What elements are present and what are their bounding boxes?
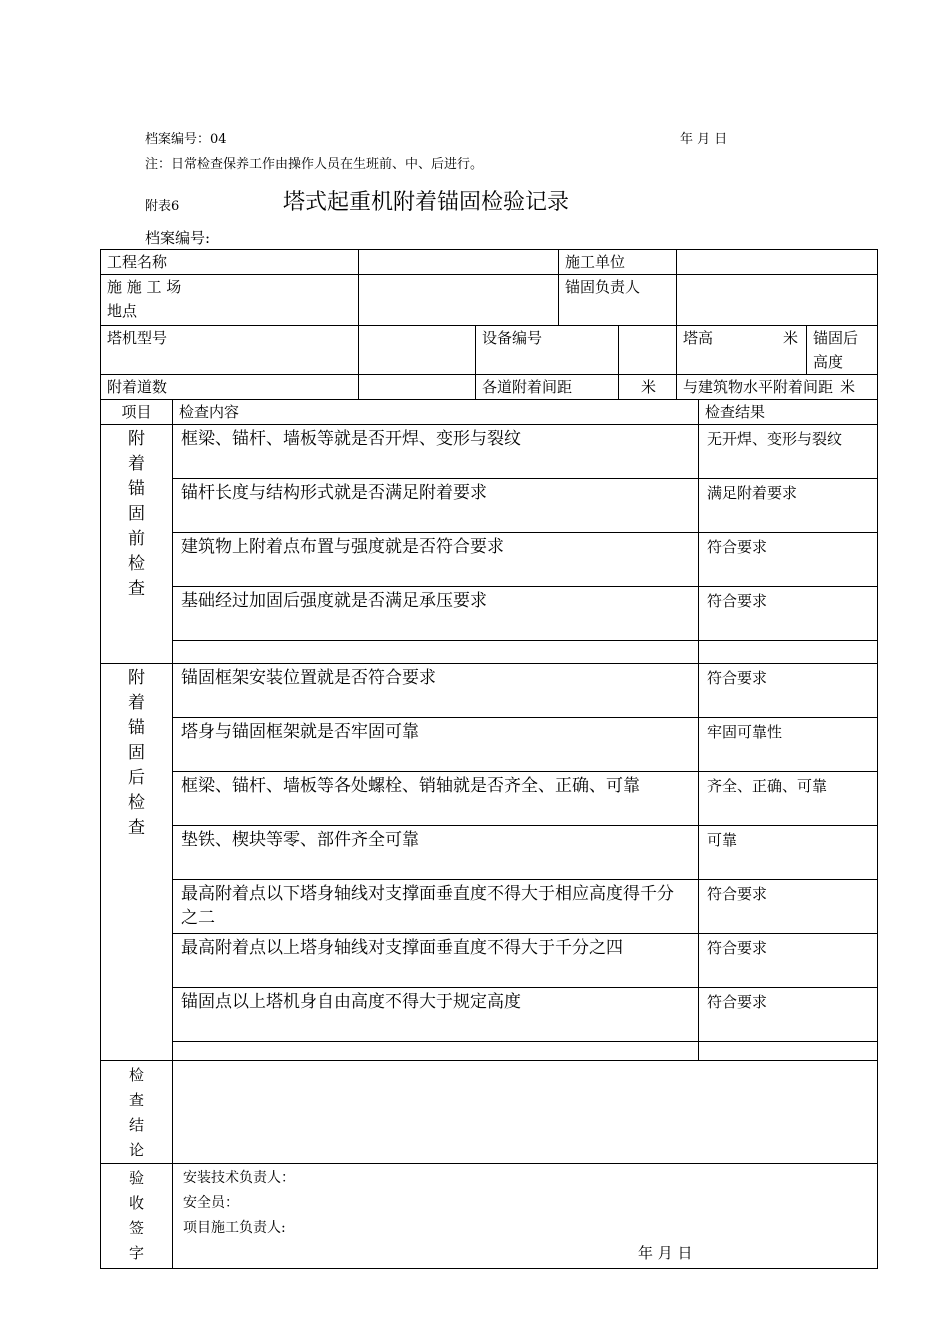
- equipment-number-label: 设备编号: [476, 326, 619, 375]
- signoff-label: [101, 1164, 173, 1269]
- site-location-label-line1: 施 施 工 场: [107, 278, 182, 296]
- label-char: 查: [128, 579, 145, 599]
- row-crane: [101, 326, 878, 375]
- check-result[interactable]: 符合要求: [699, 988, 878, 1042]
- check-content: 最高附着点以下塔身轴线对支撑面垂直度不得大于相应高度得千分之二: [173, 880, 699, 934]
- site-location-value[interactable]: [359, 275, 559, 326]
- archive-number-top: 档案编号：04: [145, 132, 227, 147]
- tower-height-label: 塔高: [683, 329, 714, 347]
- anchor-leader-label: 锚固负责人: [559, 275, 677, 326]
- table-row: [101, 664, 878, 718]
- check-result[interactable]: 符合要求: [699, 533, 878, 587]
- signoff-row: [101, 1164, 878, 1269]
- attach-count-label: 附着道数: [101, 375, 359, 400]
- table-row: [101, 533, 878, 587]
- attach-spacing-unit[interactable]: 米: [619, 375, 677, 400]
- content-header: 检查内容: [173, 400, 699, 425]
- table-row: [101, 772, 878, 826]
- row-project: [101, 250, 878, 275]
- check-result-empty[interactable]: [699, 641, 878, 664]
- archive-number: 档案编号:: [145, 229, 211, 247]
- check-result[interactable]: 符合要求: [699, 934, 878, 988]
- check-result[interactable]: 牢固可靠性: [699, 718, 878, 772]
- check-result[interactable]: 符合要求: [699, 880, 878, 934]
- check-content: 锚固点以上塔机身自由高度不得大于规定高度: [173, 988, 699, 1042]
- label-char: 收: [128, 1194, 144, 1212]
- label-char: 查: [128, 1091, 144, 1109]
- date-top: 年 月 日: [680, 132, 728, 147]
- table-row: [101, 718, 878, 772]
- check-content: 垫铁、楔块等零、部件齐全可靠: [173, 826, 699, 880]
- label-char: 论: [128, 1141, 144, 1159]
- table-row: [101, 988, 878, 1042]
- height-after-anchor-label: 锚固后高度: [807, 326, 878, 375]
- horizontal-distance-unit: 米: [840, 378, 856, 396]
- horizontal-distance-cell[interactable]: [677, 375, 878, 400]
- label-char: 附: [128, 668, 145, 688]
- signoff-date: 年 月 日: [638, 1244, 693, 1262]
- label-char: 后: [128, 768, 145, 788]
- label-char: 验: [128, 1169, 144, 1187]
- label-char: 检: [128, 793, 145, 813]
- check-content: 框梁、锚杆、墙板等各处螺栓、销轴就是否齐全、正确、可靠: [173, 772, 699, 826]
- anchor-leader-value[interactable]: [677, 275, 878, 326]
- label-char: 结: [128, 1116, 144, 1134]
- conclusion-value[interactable]: [173, 1061, 878, 1164]
- signoff-area[interactable]: [173, 1164, 878, 1269]
- label-char: 附: [128, 429, 145, 449]
- check-content: 框梁、锚杆、墙板等就是否开焊、变形与裂纹: [173, 425, 699, 479]
- check-result[interactable]: 无开焊、变形与裂纹: [699, 425, 878, 479]
- check-result-empty[interactable]: [699, 1042, 878, 1061]
- conclusion-row: [101, 1061, 878, 1164]
- tech-leader-label: 安装技术负责人：: [183, 1170, 295, 1186]
- before-anchor-label: [101, 425, 173, 664]
- after-anchor-label: [101, 664, 173, 1061]
- table-row: [101, 479, 878, 533]
- label-char: 前: [128, 529, 145, 549]
- crane-model-label: 塔机型号: [101, 326, 359, 375]
- site-location-label-line2: 地点: [107, 302, 138, 320]
- construction-unit-label: 施工单位: [559, 250, 677, 275]
- site-location-label: [101, 275, 359, 326]
- equipment-number-value[interactable]: [619, 326, 677, 375]
- project-name-label: 工程名称: [101, 250, 359, 275]
- row-attachment: [101, 375, 878, 400]
- label-char: 签: [128, 1219, 144, 1237]
- inspection-form-table: [100, 249, 878, 1269]
- row-column-headers: [101, 400, 878, 425]
- document-title: 塔式起重机附着锚固检验记录: [283, 190, 570, 215]
- table-row-empty: [101, 641, 878, 664]
- attach-count-value[interactable]: [359, 375, 476, 400]
- label-char: 锚: [128, 479, 145, 499]
- check-content: 基础经过加固后强度就是否满足承压要求: [173, 587, 699, 641]
- crane-model-value[interactable]: [359, 326, 476, 375]
- tower-height-unit: 米: [783, 329, 799, 347]
- label-char: 固: [128, 504, 145, 524]
- check-result[interactable]: 符合要求: [699, 664, 878, 718]
- construction-unit-value[interactable]: [677, 250, 878, 275]
- table-row: [101, 587, 878, 641]
- table-row: [101, 826, 878, 880]
- attach-spacing-label: 各道附着间距: [476, 375, 619, 400]
- table-row: [101, 934, 878, 988]
- inspection-note: 注：日常检查保养工作由操作人员在生班前、中、后进行。: [145, 157, 484, 172]
- item-header: 项目: [101, 400, 173, 425]
- appendix-label: 附表6: [145, 199, 180, 214]
- check-result[interactable]: 满足附着要求: [699, 479, 878, 533]
- conclusion-label: [101, 1061, 173, 1164]
- check-result[interactable]: 齐全、正确、可靠: [699, 772, 878, 826]
- table-row: [101, 425, 878, 479]
- check-content: 塔身与锚固框架就是否牢固可靠: [173, 718, 699, 772]
- check-content: 建筑物上附着点布置与强度就是否符合要求: [173, 533, 699, 587]
- check-result[interactable]: 符合要求: [699, 587, 878, 641]
- check-content-empty[interactable]: [173, 641, 699, 664]
- check-content: 锚固框架安装位置就是否符合要求: [173, 664, 699, 718]
- horizontal-distance-label: 与建筑物水平附着间距: [683, 378, 834, 396]
- label-char: 查: [128, 818, 145, 838]
- table-row: [101, 880, 878, 934]
- check-content: 最高附着点以上塔身轴线对支撑面垂直度不得大于千分之四: [173, 934, 699, 988]
- check-result[interactable]: 可靠: [699, 826, 878, 880]
- label-char: 检: [128, 554, 145, 574]
- label-char: 锚: [128, 718, 145, 738]
- table-row-empty: [101, 1042, 878, 1061]
- safety-officer-label: 安全员：: [183, 1195, 239, 1211]
- row-site: [101, 275, 878, 326]
- label-char: 固: [128, 743, 145, 763]
- check-content: 锚杆长度与结构形式就是否满足附着要求: [173, 479, 699, 533]
- result-header: 检查结果: [699, 400, 878, 425]
- tower-height-cell[interactable]: [677, 326, 807, 375]
- label-char: 字: [128, 1244, 144, 1262]
- label-char: 检: [128, 1066, 144, 1084]
- check-content-empty[interactable]: [173, 1042, 699, 1061]
- label-char: 着: [128, 454, 145, 474]
- label-char: 着: [128, 693, 145, 713]
- project-name-value[interactable]: [359, 250, 559, 275]
- project-leader-label: 项目施工负责人:: [183, 1220, 286, 1236]
